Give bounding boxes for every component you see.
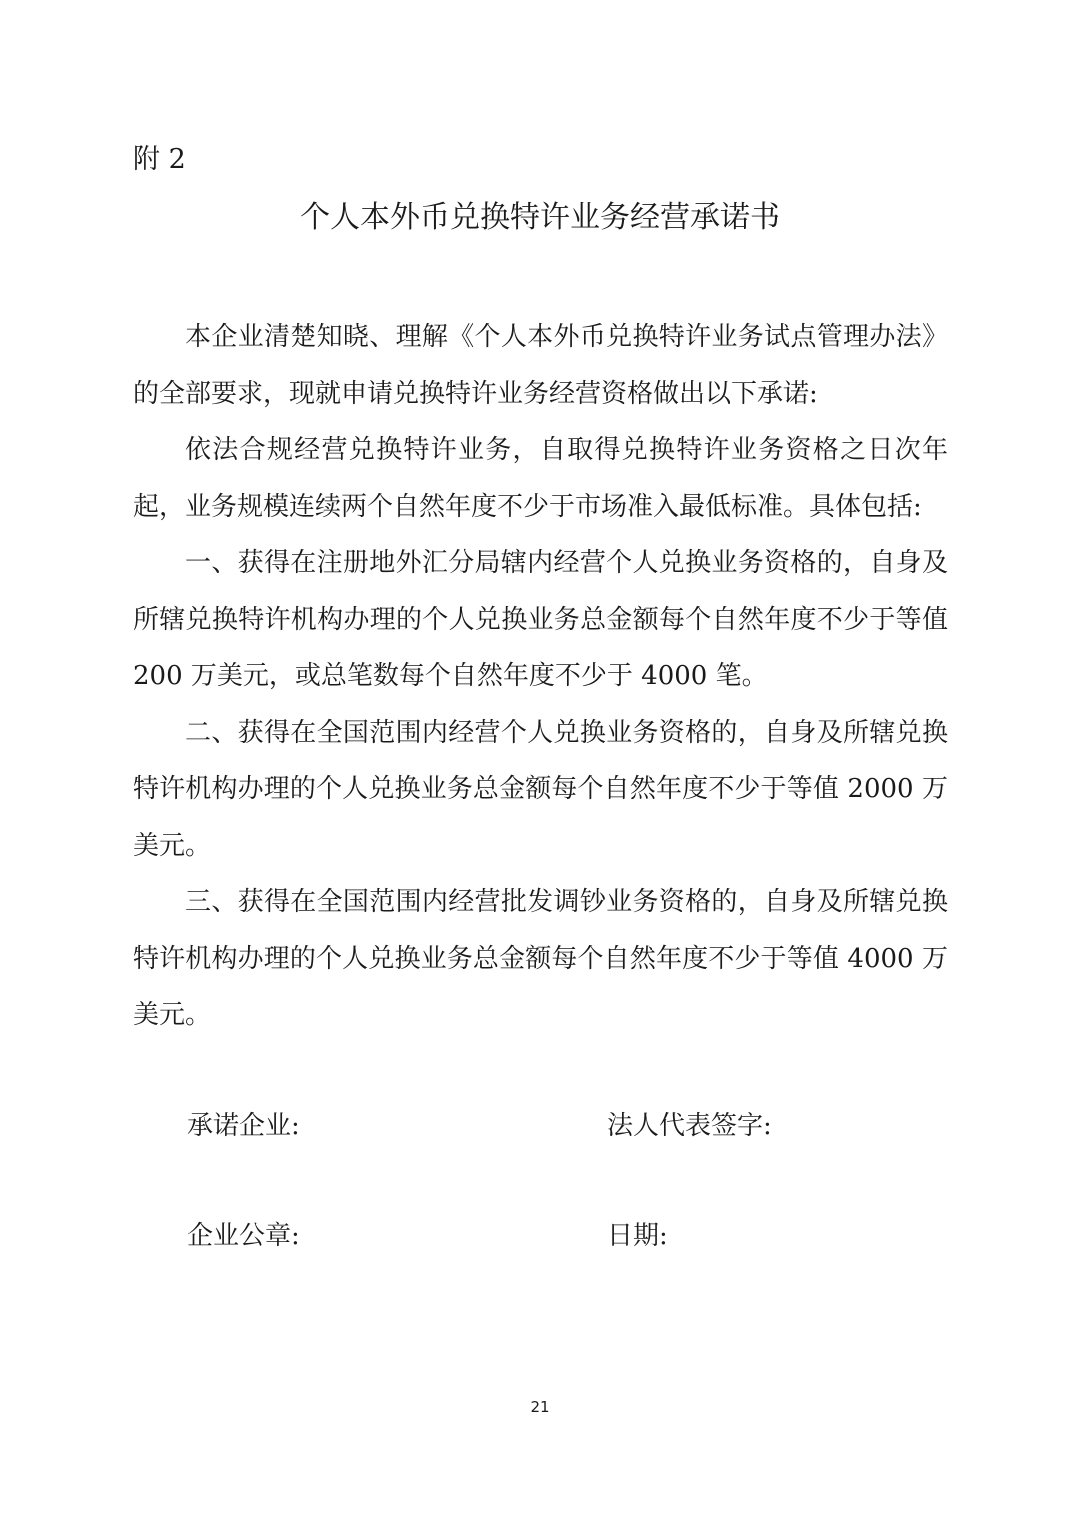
paragraph-item-3: 三、获得在全国范围内经营批发调钞业务资格的，自身及所辖兑换特许机构办理的个人兑换业务总金额每个自然年度不少于等值 4000 万美元。 [133,887,948,1030]
page-number: 21 [530,1398,550,1416]
date-label: 日期: [607,1221,668,1251]
paragraph-item-1: 一、获得在注册地外汇分局辖内经营个人兑换业务资格的，自身及所辖兑换特许机构办理的个人兑换业务总金额每个自然年度不少于等值 200 万美元，或总笔数每个自然年度不少于 4000 笔。 [133,548,948,691]
company-label: 承诺企业: [187,1111,300,1141]
paragraph-item-2: 二、获得在全国范围内经营个人兑换业务资格的，自身及所辖兑换特许机构办理的个人兑换业务总金额每个自然年度不少于等值 2000 万美元。 [133,717,948,861]
paragraph-intro: 本企业清楚知晓、理解《个人本外币兑换特许业务试点管理办法》的全部要求，现就申请兑换特许业务经营资格做出以下承诺: [133,322,948,409]
paragraph-commitment: 依法合规经营兑换特许业务，自取得兑换特许业务资格之日次年起，业务规模连续两个自然年度不少于市场准入最低标准。具体包括: [133,435,948,522]
company-seal-label: 企业公章: [187,1221,300,1251]
attachment-label: 附 2 [133,144,186,175]
legal-rep-signature-label: 法人代表签字: [607,1111,772,1141]
document-body [133,309,948,1044]
document-title: 个人本外币兑换特许业务经营承诺书 [300,200,780,235]
